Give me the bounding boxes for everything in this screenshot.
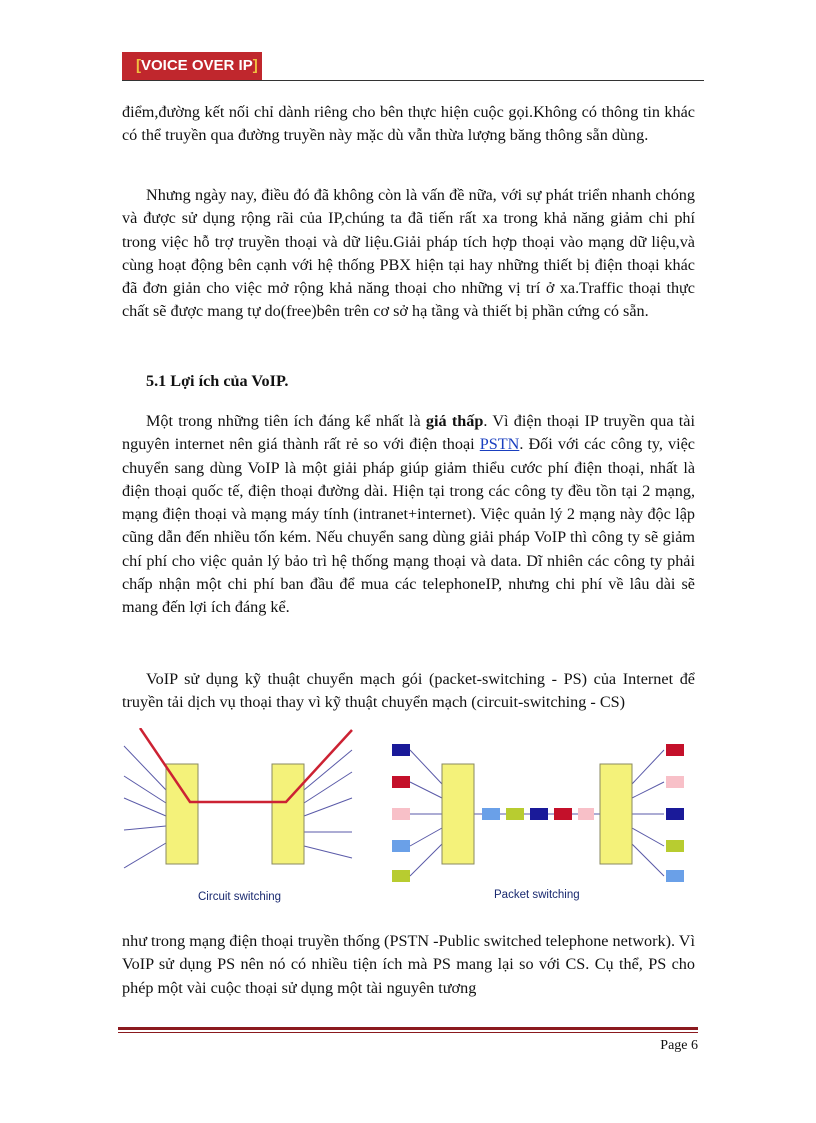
packet-lime <box>392 870 410 882</box>
packet-out-blue <box>666 808 684 820</box>
paragraph-1: điểm,đường kết nối chỉ dành riêng cho bên thực hiện cuộc gọi.Không có thông tin khác có thể truyền qua đường truyền này mặc dù vẫn thừa lượng băng thông sẵn dùng. <box>122 103 695 145</box>
packet-in-transit-2 <box>506 808 524 820</box>
p3-bold: giá thấp <box>425 412 484 430</box>
packet-out-lime <box>666 840 684 852</box>
packet-switching-label: Packet switching <box>494 889 580 901</box>
header-title <box>122 52 262 80</box>
circuit-switch-left <box>166 764 198 864</box>
packet-in-transit-4 <box>554 808 572 820</box>
circuit-switching-diagram <box>124 728 352 903</box>
packet-red <box>392 776 410 788</box>
packet-out-red <box>666 744 684 756</box>
packet-switch-left <box>442 764 474 864</box>
header-rule <box>122 80 704 81</box>
section-heading: 5.1 Lợi ích của VoIP. <box>146 372 289 390</box>
p3-text-a: Một trong những tiên ích đáng kể nhất là <box>146 412 426 430</box>
header-bracket-close: ] <box>252 57 258 74</box>
circuit-switch-right <box>272 764 304 864</box>
footer-rule-thin <box>118 1032 698 1033</box>
page-number: Page 6 <box>660 1038 698 1053</box>
p3-text-b: . Vì điện thoại IP truyền qua tài nguyên internet nên giá thành rất rẻ so với điện thoại <box>122 412 695 454</box>
packet-in-transit-5 <box>578 808 594 820</box>
packet-blue <box>392 744 410 756</box>
packet-lightblue <box>392 840 410 852</box>
p3-text-c: . Đối với các công ty, việc chuyển sang dùng VoIP là một giải pháp giúp giảm thiểu cước phí điện thoại, nhất là điện thoại quốc tế, điện thoại đường dài. Hiện tại trong các công ty đều tồn tại 2 mạng, mạng điện thoại và mạng máy tính (intranet+internet). Việc quản lý 2 mạng này độc lập cũng dẫn đến nhiều tốn kém. Nếu chuyển sang dùng giải pháp VoIP thì công ty sẽ giảm chí phí cho việc quản lý bảo trì hệ thống mạng thoại và data. Dĩ nhiên các công ty phải chấp nhận một chi phí ban đầu để mua các telephoneIP, nhưng chi phí về lâu dài sẽ mang đến lợi ích đáng kể. <box>122 435 695 617</box>
header-title-text: VOICE OVER IP <box>141 57 253 74</box>
packet-switching-diagram <box>392 744 684 901</box>
packet-in-transit-1 <box>482 808 500 820</box>
header-bracket-open: [ <box>136 57 141 74</box>
footer-rule-thick <box>118 1027 698 1030</box>
circuit-switching-label: Circuit switching <box>198 891 282 903</box>
packet-out-lightblue <box>666 870 684 882</box>
packet-out-pink <box>666 776 684 788</box>
switching-figure <box>120 728 700 910</box>
paragraph-2: Nhưng ngày nay, điều đó đã không còn là vấn đề nữa, với sự phát triển nhanh chóng và được sử dụng rộng rãi của IP,chúng ta đã tiến rất xa trong khả năng giảm chi phí trong việc hỗ trợ truyền thoại và dữ liệu.Giải pháp tích hợp thoại vào mạng dữ liệu,và cùng hoạt động bên cạnh với hệ thống PBX hiện tại hay những thiết bị điện thoại khác đã đơn giản cho việc mở rộng khả năng thoại cho những vị trí ở xa.Traffic thoại thực chất sẽ được mang tự do(free)bên trên cơ sở hạ tầng và thiết bị phần cứng có sẵn. <box>122 186 695 321</box>
packet-switch-right <box>600 764 632 864</box>
packet-in-transit-3 <box>530 808 548 820</box>
paragraph-5: như trong mạng điện thoại truyền thống (PSTN -Public switched telephone network). Vì VoIP sử dụng PS nên nó có nhiều tiện ích mà PS mang lại so với CS. Cụ thể, PS cho phép một vài cuộc thoại sử dụng một tài nguyên tương <box>122 932 695 997</box>
packet-pink <box>392 808 410 820</box>
paragraph-3 <box>122 410 695 620</box>
pstn-link[interactable]: PSTN <box>479 435 520 454</box>
paragraph-4: VoIP sử dụng kỹ thuật chuyển mạch gói (packet-switching - PS) của Internet để truyền tải dịch vụ thoại thay vì kỹ thuật chuyển mạch (circuit-switching - CS) <box>122 670 695 712</box>
